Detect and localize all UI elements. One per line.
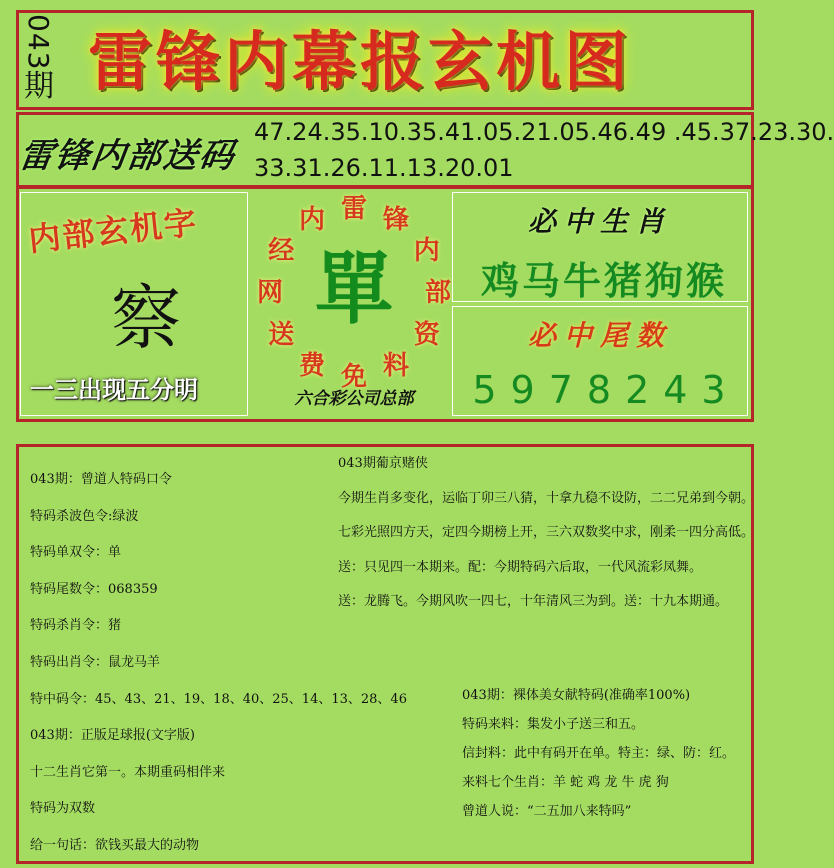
- special-numbers-label: 雷锋内部送码: [16, 136, 239, 176]
- ring-char: 内: [299, 205, 326, 236]
- special-numbers-line1: 47.24.35.10.35.41.05.21.05.46.49 .45.37.23.30.: [254, 118, 834, 146]
- right-top-line: 今期生肖多变化，运临丁卯三八猜，十拿九稳不设防，二二兄弟到今朝。: [338, 490, 755, 506]
- left-column-line: 特码杀波色令:绿波: [30, 508, 139, 524]
- secret-word-arc-label: [26, 203, 248, 266]
- secret-hint: 一三出现五分明: [30, 375, 198, 404]
- issue-suffix: 期: [24, 69, 54, 105]
- right-bottom-line: 来料七个生肖：羊 蛇 鸡 龙 牛 虎 狗: [462, 775, 669, 790]
- right-top-line: 七彩光照四方天，定四今期榜上开，三六双数奖中求，刚柔一四分高低。: [338, 525, 755, 540]
- ring-char: 网: [257, 278, 284, 308]
- right-top-line: 送：龙腾飞。今期风吹一四七，十年清风三为到。送：十九本期通。: [338, 594, 729, 609]
- center-character: 單: [314, 244, 393, 335]
- page-title: 雷锋内幕报玄机图: [88, 25, 632, 100]
- circle-footer: 六合彩公司总部: [294, 389, 414, 409]
- circle-emblem: [256, 188, 452, 414]
- right-bottom-line: 曾道人说：“二五加八来特吗”: [462, 804, 632, 819]
- ring-char: 费: [299, 350, 326, 381]
- secret-word-arc-text: 内部玄机字: [26, 203, 200, 259]
- ring-char: 内: [413, 236, 440, 266]
- ring-char: 送: [268, 320, 295, 350]
- ring-char: 经: [268, 236, 295, 266]
- left-column-line: 十二生肖它第一。本期重码相伴来: [30, 764, 226, 780]
- issue-label: [22, 14, 64, 105]
- ring-char: 资: [413, 320, 440, 350]
- ring-char: 部: [425, 278, 452, 308]
- must-zodiac-heading: 必中生肖: [527, 205, 672, 238]
- ring-char: 锋: [383, 205, 410, 236]
- left-column-line: 特码出肖令：鼠龙马羊: [30, 655, 161, 670]
- left-column-line: 043期：正版足球报(文字版): [30, 728, 195, 744]
- must-tail-digits: 5978243: [472, 368, 740, 412]
- left-column-line: 特码为双数: [30, 801, 96, 817]
- must-zodiac-animals: 鸡马牛猪狗猴: [480, 258, 727, 303]
- left-column-line: 特码杀肖令：猪: [30, 618, 122, 634]
- right-bottom-line: 信封料：此中有码开在单。特主：绿、防：红。: [462, 746, 736, 761]
- issue-number: 043: [22, 14, 55, 71]
- right-bottom-line: 043期：裸体美女献特码(准确率100%): [462, 688, 691, 703]
- ring-char: 免: [341, 362, 368, 392]
- special-numbers-line2: 33.31.26.11.13.20.01: [254, 154, 514, 182]
- left-column-line: 特中码令：45、43、21、19、18、40、25、14、13、28、46: [30, 691, 407, 707]
- left-column-line: 043期：曾道人特码口令: [30, 472, 172, 487]
- ring-char: 料: [383, 350, 410, 381]
- right-top-line: 送：只见四一本期来。配：今期特码六后取，一代风流彩凤舞。: [338, 559, 703, 575]
- left-column-line: 特码尾数令：068359: [30, 581, 158, 597]
- left-column-line: 特码单双令：单: [30, 545, 122, 561]
- secret-character: 察: [111, 277, 181, 359]
- right-bottom-line: 特码来料：集发小子送三和五。: [462, 717, 645, 732]
- left-column-line: 给一句话：欲钱买最大的动物: [30, 838, 200, 853]
- must-tail-heading: 必中尾数: [527, 319, 672, 352]
- ring-char: 雷: [341, 194, 368, 224]
- right-top-line: 043期葡京赌侠: [338, 456, 428, 471]
